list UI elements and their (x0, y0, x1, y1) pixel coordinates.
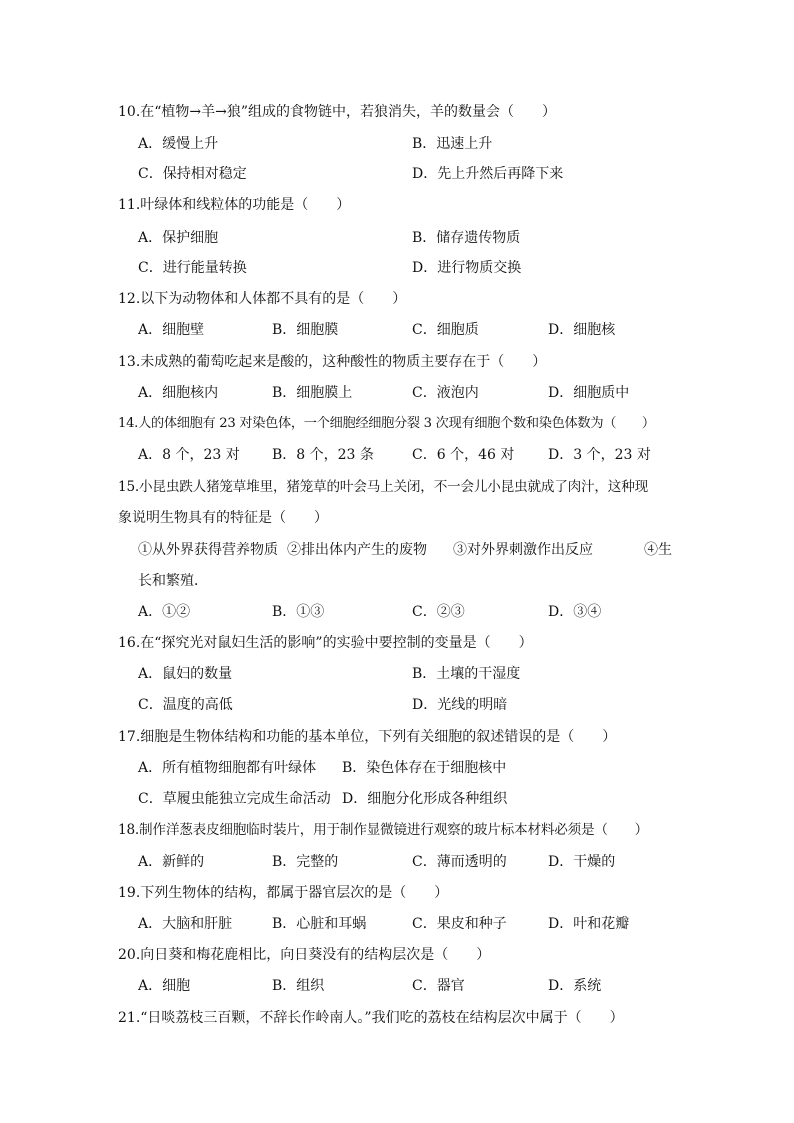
question-14: 14.人的体细胞有 23 对染色体，一个细胞经细胞分裂 3 次现有细胞个数和染色体数为（ ） (118, 416, 655, 431)
option-c: C．进行能量转换 (138, 260, 247, 276)
question-15: 15.小昆虫跌人猪笼草堆里，猪笼草的叶会马上关闭，不一会儿小昆虫就成了肉汁，这种现 (118, 479, 648, 495)
option-d: D．③④ (548, 604, 602, 620)
option-c: C．草履虫能独立完成生命活动 (138, 791, 331, 807)
option-c: C．6 个，46 对 (412, 447, 515, 463)
option-b: B．储存遗传物质 (412, 230, 521, 246)
option-a: A．细胞壁 (138, 322, 205, 338)
option-d: D．系统 (548, 978, 602, 994)
option-d: D．先上升然后再降下来 (412, 166, 564, 182)
question-stem: 叶绿体和线粒体的功能是（ ） (140, 197, 351, 213)
option-a: A．①② (138, 604, 191, 620)
option-d: D．细胞核 (548, 322, 616, 338)
option-a: A．大脑和肝脏 (138, 916, 233, 932)
option-a: A．保护细胞 (138, 230, 219, 246)
option-a: A．细胞核内 (138, 385, 219, 401)
option-b: B．土壤的干湿度 (412, 666, 521, 682)
question-stem: 小昆虫跌人猪笼草堆里，猪笼草的叶会马上关闭，不一会儿小昆虫就成了肉汁，这种现 (139, 479, 648, 495)
option-a: A．鼠妇的数量 (138, 666, 233, 682)
question-13: 13.未成熟的葡萄吃起来是酸的，这种酸性的物质主要存在于（ ） (118, 354, 547, 370)
question-stem: 人的体细胞有 23 对染色体，一个细胞经细胞分裂 3 次现有细胞个数和染色体数为（ ） (138, 416, 655, 431)
option-d: D．3 个，23 对 (548, 447, 651, 463)
option-b: B．心脏和耳蜗 (272, 916, 367, 932)
option-c: C．液泡内 (412, 385, 479, 401)
question-stem: 在“植物→羊→狼”组成的食物链中，若狼消失，羊的数量会（ ） (140, 104, 557, 120)
option-d: D．细胞分化形成各种组织 (342, 791, 508, 807)
option-d: D．干燥的 (548, 854, 616, 870)
option-b: B．8 个，23 条 (272, 447, 374, 463)
option-d: D．叶和花瓣 (548, 916, 630, 932)
question-16: 16.在“探究光对鼠妇生活的影响”的实验中要控制的变量是（ ） (118, 635, 533, 651)
question-stem: “日啖荔枝三百颗，不辞长作岭南人。”我们吃的荔枝在结构层次中属于（ ） (140, 1010, 624, 1026)
question-11: 11.叶绿体和线粒体的功能是（ ） (118, 197, 351, 213)
option-a: A．8 个，23 对 (138, 447, 240, 463)
statement-3: ③对外界刺激作出反应 (453, 542, 593, 558)
question-stem: 以下为动物体和人体都不具有的是（ ） (140, 291, 407, 307)
question-stem-continued: 象说明生物具有的特征是（ ） (118, 510, 328, 526)
question-stem: 在“探究光对鼠妇生活的影响”的实验中要控制的变量是（ ） (140, 635, 533, 651)
question-stem: 细胞是生物体结构和功能的基本单位，下列有关细胞的叙述错误的是（ ） (140, 729, 617, 745)
question-stem: 下列生物体的结构，都属于器官层次的是（ ） (140, 885, 449, 901)
option-b: B．组织 (272, 978, 325, 994)
question-stem: 未成熟的葡萄吃起来是酸的，这种酸性的物质主要存在于（ ） (140, 354, 547, 370)
option-b: B．迅速上升 (412, 136, 493, 152)
question-stem: 向日葵和梅花鹿相比，向日葵没有的结构层次是（ ） (140, 947, 491, 963)
statement-4-continued: 长和繁殖． (138, 573, 208, 589)
statement-1: ①从外界获得营养物质 (138, 542, 278, 558)
option-a: A．新鲜的 (138, 854, 205, 870)
question-19: 19.下列生物体的结构，都属于器官层次的是（ ） (118, 885, 449, 901)
option-a: A．所有植物细胞都有叶绿体 (138, 760, 317, 776)
option-c: C．细胞质 (412, 322, 479, 338)
question-stem: 制作洋葱表皮细胞临时装片，用于制作显微镜进行观察的玻片标本材料必须是（ ） (139, 822, 648, 838)
question-17: 17.细胞是生物体结构和功能的基本单位，下列有关细胞的叙述错误的是（ ） (118, 729, 617, 745)
option-d: D．进行物质交换 (412, 260, 522, 276)
option-c: C．器官 (412, 978, 465, 994)
option-d: D．细胞质中 (548, 385, 630, 401)
option-c: C．薄而透明的 (412, 854, 507, 870)
option-b: B．染色体存在于细胞核中 (342, 760, 507, 776)
option-b: B．完整的 (272, 854, 339, 870)
option-c: C．果皮和种子 (412, 916, 507, 932)
option-c: C．②③ (412, 604, 465, 620)
statement-2: ②排出体内产生的废物 (287, 542, 427, 558)
option-b: B．细胞膜上 (272, 385, 353, 401)
option-a: A．缓慢上升 (138, 136, 219, 152)
question-10: 10.在“植物→羊→狼”组成的食物链中，若狼消失，羊的数量会（ ） (118, 104, 557, 120)
option-c: C．保持相对稳定 (138, 166, 247, 182)
question-18: 18.制作洋葱表皮细胞临时装片，用于制作显微镜进行观察的玻片标本材料必须是（ ） (118, 822, 648, 838)
option-b: B．①③ (272, 604, 325, 620)
option-c: C．温度的高低 (138, 697, 233, 713)
statement-4: ④生 (644, 542, 672, 558)
question-12: 12.以下为动物体和人体都不具有的是（ ） (118, 291, 407, 307)
option-a: A．细胞 (138, 978, 191, 994)
option-d: D．光线的明暗 (412, 697, 508, 713)
question-21: 21.“日啖荔枝三百颗，不辞长作岭南人。”我们吃的荔枝在结构层次中属于（ ） (118, 1010, 624, 1026)
option-b: B．细胞膜 (272, 322, 339, 338)
question-20: 20.向日葵和梅花鹿相比，向日葵没有的结构层次是（ ） (118, 947, 491, 963)
